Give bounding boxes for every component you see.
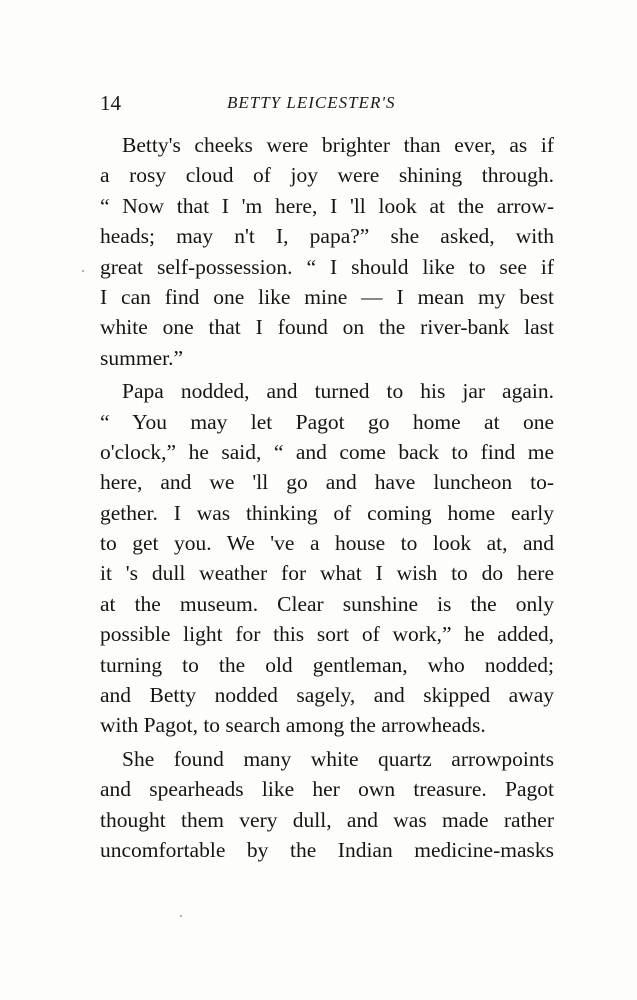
text-line: I can find one like mine — I mean my best <box>100 284 554 309</box>
text-line: uncomfortable by the Indian medicine-masks <box>100 837 554 862</box>
paper-speck <box>82 270 84 272</box>
text-line: great self-possession. “ I should like to see if <box>100 254 554 279</box>
text-line: She found many white quartz arrowpoints <box>122 746 554 771</box>
text-line: Betty's cheeks were brighter than ever, as if <box>122 133 554 157</box>
text-line: it 's dull weather for what I wish to do here <box>100 561 554 586</box>
paragraph <box>100 744 554 866</box>
text-line: thought them very dull, and was made rather <box>100 807 554 832</box>
text-line: at the museum. Clear sunshine is the only <box>100 591 554 616</box>
text-line: with Pagot, to search among the arrowheads. <box>100 713 486 738</box>
text-line: heads; may n't I, papa?” she asked, with <box>100 224 554 249</box>
running-title: BETTY LEICESTER'S <box>227 93 396 112</box>
text-line: summer.” <box>100 345 183 370</box>
page-header <box>100 91 554 119</box>
text-line: and spearheads like her own treasure. Pagot <box>100 777 554 802</box>
text-line: possible light for this sort of work,” he added, <box>100 622 554 647</box>
text-line: here, and we 'll go and have luncheon to- <box>100 470 554 495</box>
text-line: “ You may let Pagot go home at one <box>100 409 554 434</box>
text-line: a rosy cloud of joy were shining through. <box>100 163 554 188</box>
text-line: Papa nodded, and turned to his jar again. <box>122 379 554 404</box>
paper-speck <box>180 915 182 917</box>
paragraph <box>100 130 554 373</box>
page-number: 14 <box>100 91 121 115</box>
text-line: white one that I found on the river-bank last <box>100 315 554 340</box>
text-line: gether. I was thinking of coming home early <box>100 500 554 525</box>
text-line: “ Now that I 'm here, I 'll look at the arrow- <box>100 193 554 218</box>
text-line: o'clock,” he said, “ and come back to find me <box>100 439 554 464</box>
body-text <box>100 130 554 868</box>
text-line: to get you. We 've a house to look at, and <box>100 531 554 556</box>
paragraph <box>100 376 554 741</box>
text-line: and Betty nodded sagely, and skipped away <box>100 683 554 708</box>
text-line: turning to the old gentleman, who nodded; <box>100 652 554 677</box>
